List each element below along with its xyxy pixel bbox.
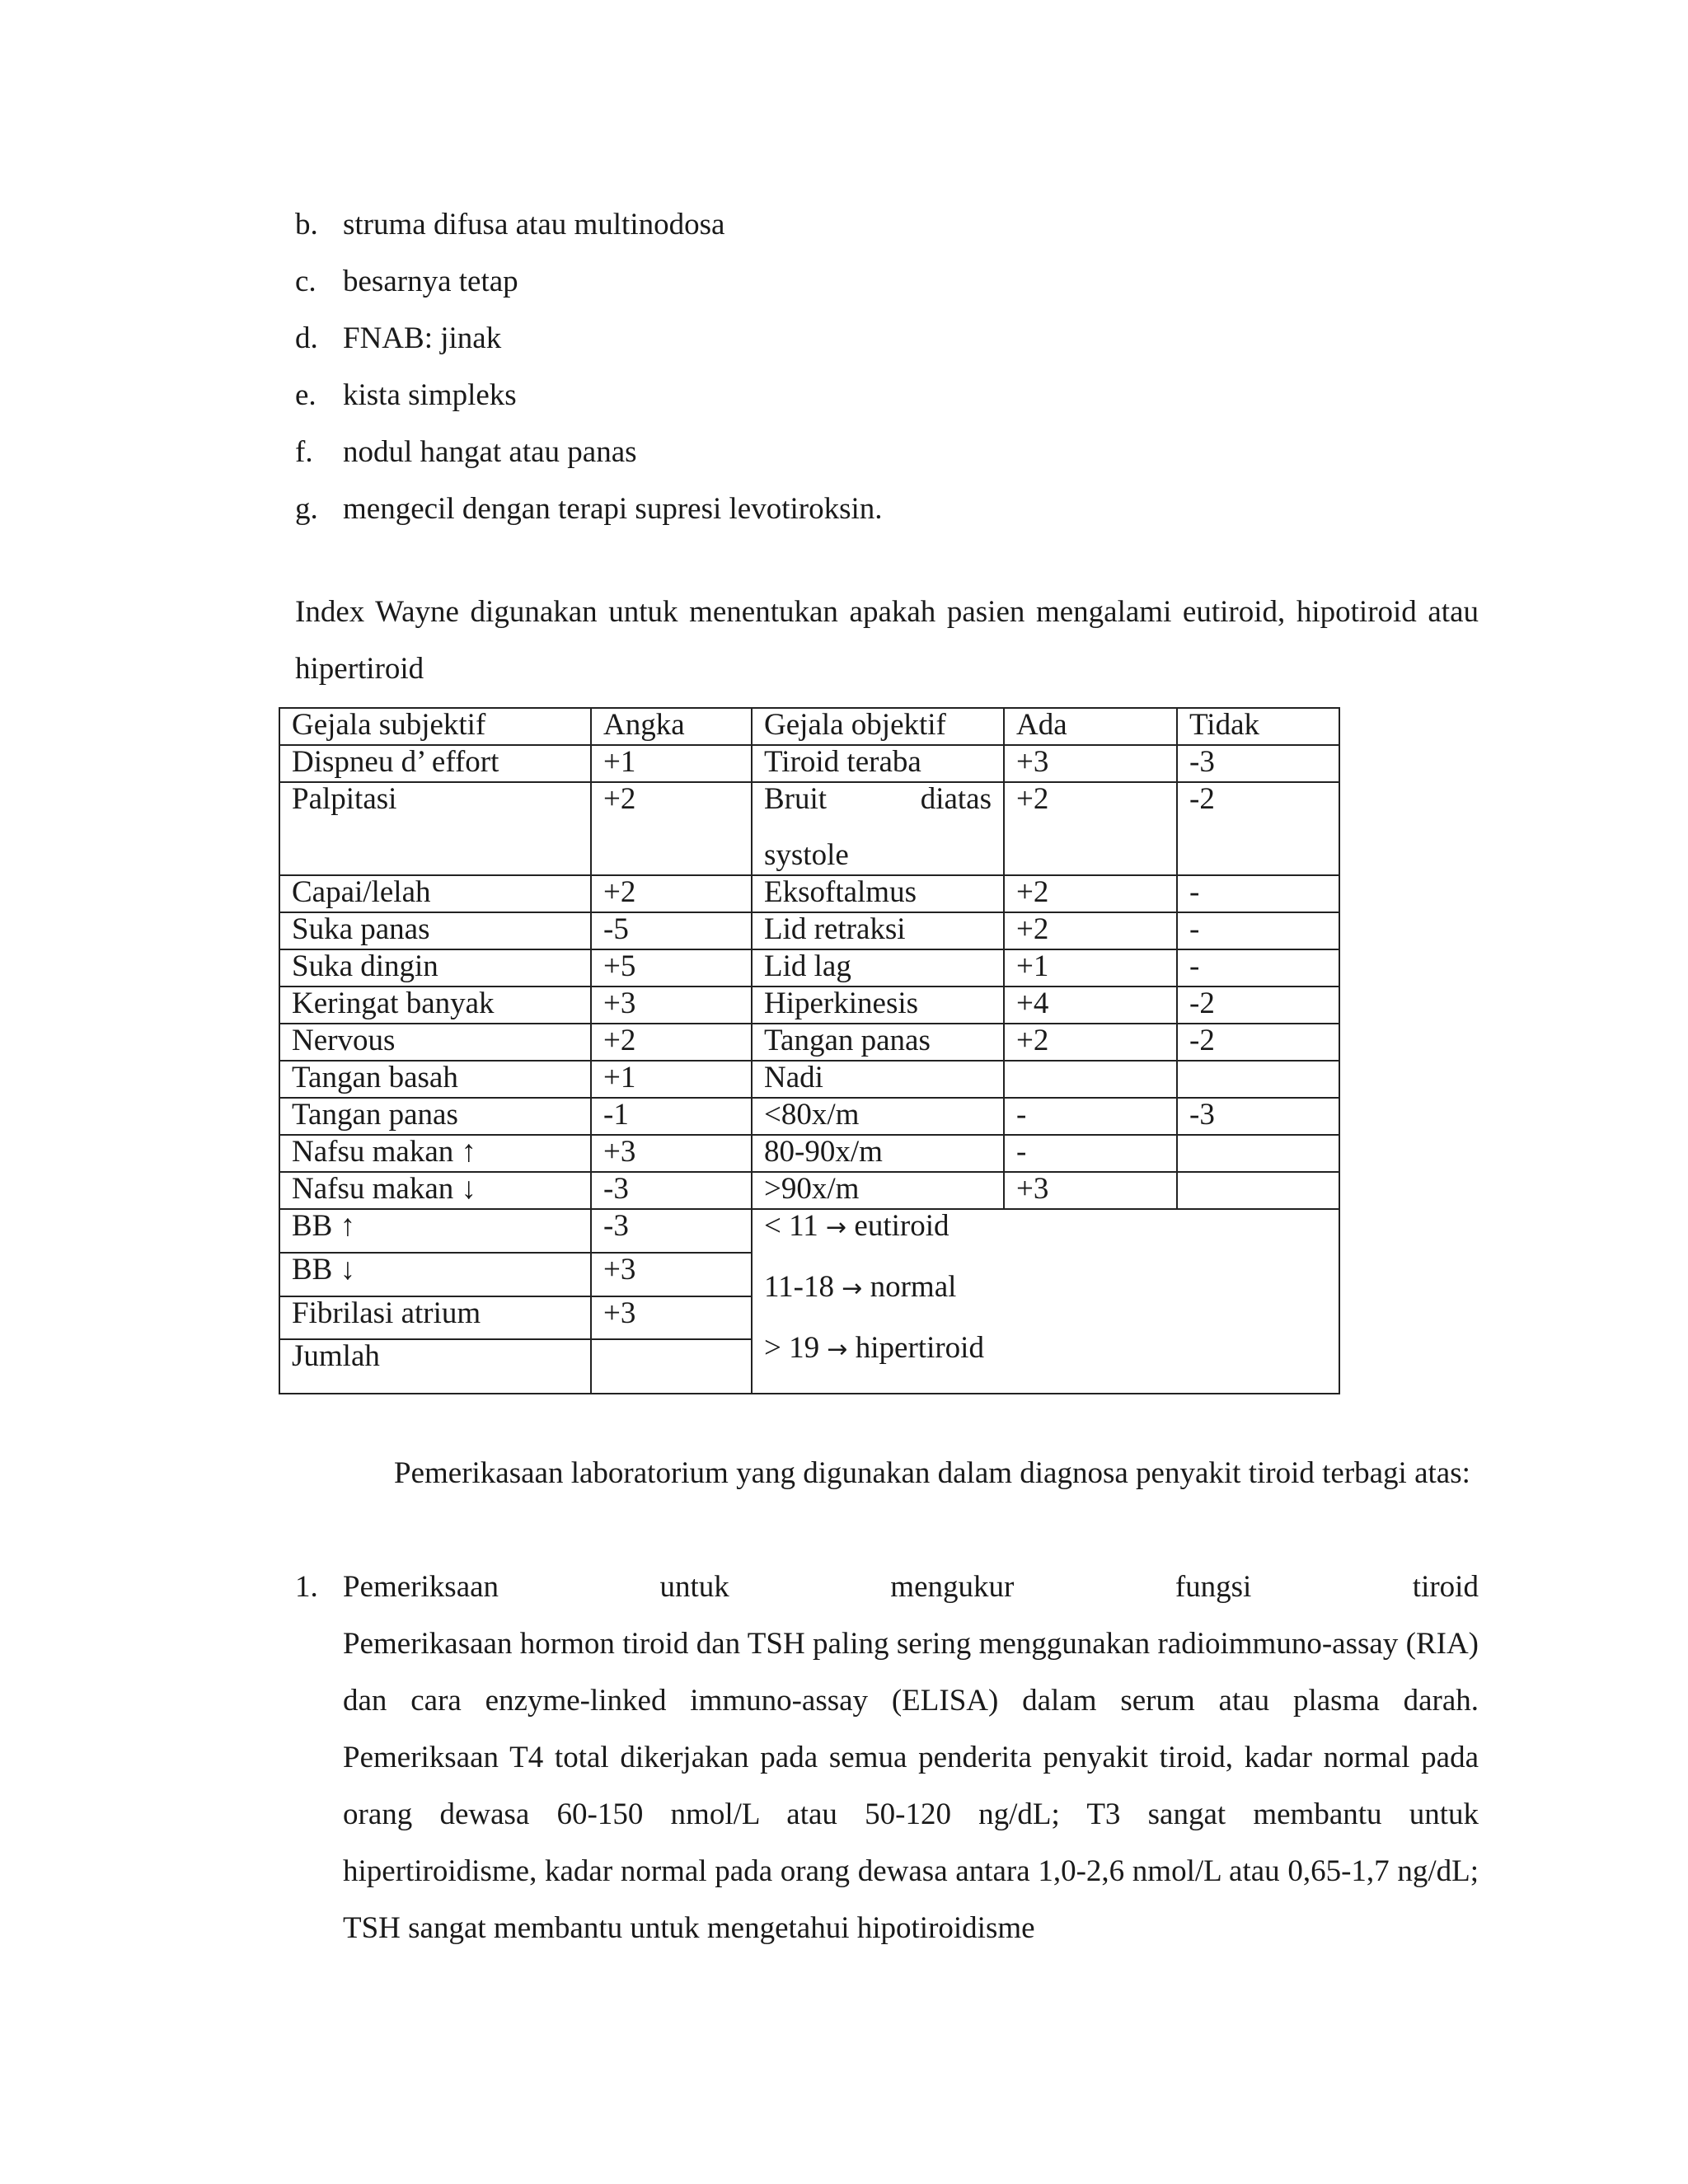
column-header: Gejala objektif bbox=[752, 708, 1004, 745]
table-cell: Dispneu d’ effort bbox=[279, 745, 591, 782]
column-header: Gejala subjektif bbox=[279, 708, 591, 745]
table-cell: - bbox=[1004, 1098, 1177, 1135]
legend-range: 11-18 bbox=[764, 1270, 834, 1304]
legend-line bbox=[764, 1210, 1327, 1271]
list-text: kista simpleks bbox=[343, 378, 517, 412]
table-cell: +2 bbox=[1004, 782, 1177, 875]
wayne-index-table bbox=[279, 707, 1340, 1394]
table-cell: +3 bbox=[591, 1253, 752, 1296]
item-heading bbox=[343, 1558, 1479, 1615]
table-cell: Eksoftalmus bbox=[752, 875, 1004, 912]
arrow-icon: → bbox=[826, 1213, 847, 1242]
legend-result: hipertiroid bbox=[855, 1331, 984, 1365]
table-row bbox=[279, 1172, 1339, 1209]
table-cell: - bbox=[1177, 875, 1339, 912]
table-cell: -2 bbox=[1177, 782, 1339, 875]
table-cell: -3 bbox=[591, 1172, 752, 1209]
intro-paragraph: Index Wayne digunakan untuk menentukan apakah pasien mengalami eutiroid, hipotiroid atau hipertiroid bbox=[295, 595, 1479, 686]
table-cell: +2 bbox=[1004, 1024, 1177, 1061]
table-cell: +3 bbox=[1004, 745, 1177, 782]
legend-result: eutiroid bbox=[854, 1209, 950, 1243]
score-legend bbox=[752, 1209, 1339, 1394]
legend-range: < 11 bbox=[764, 1209, 818, 1243]
lab-paragraph: Pemerikasaan laboratorium yang digunakan dalam diagnosa penyakit tiroid terbagi atas: bbox=[394, 1456, 1470, 1490]
table-row bbox=[279, 745, 1339, 782]
table-cell: -2 bbox=[1177, 987, 1339, 1024]
cell-word: Bruit bbox=[764, 782, 828, 816]
table-cell: -3 bbox=[1177, 745, 1339, 782]
list-item bbox=[295, 253, 883, 310]
table-cell: Keringat banyak bbox=[279, 987, 591, 1024]
table-cell: +3 bbox=[591, 987, 752, 1024]
legend-line bbox=[764, 1271, 1327, 1332]
list-marker: d. bbox=[295, 321, 318, 355]
table-cell: +1 bbox=[591, 1061, 752, 1098]
list-text: mengecil dengan terapi supresi levotiroksin. bbox=[343, 492, 883, 526]
table-cell: Capai/lelah bbox=[279, 875, 591, 912]
table-cell: -3 bbox=[1177, 1098, 1339, 1135]
table-cell: +2 bbox=[591, 782, 752, 875]
table-cell: +3 bbox=[1004, 1172, 1177, 1209]
table-cell: -5 bbox=[591, 912, 752, 949]
heading-word: untuk bbox=[659, 1570, 729, 1604]
table-header-row bbox=[279, 708, 1339, 745]
table-cell: -1 bbox=[591, 1098, 752, 1135]
heading-word: tiroid bbox=[1412, 1570, 1479, 1604]
heading-word: fungsi bbox=[1175, 1570, 1252, 1604]
table-cell: Tangan panas bbox=[279, 1098, 591, 1135]
table-row bbox=[279, 1135, 1339, 1172]
table-cell bbox=[591, 1339, 752, 1394]
table-cell: BB ↑ bbox=[279, 1209, 591, 1253]
table-cell: Palpitasi bbox=[279, 782, 591, 875]
list-marker: f. bbox=[295, 435, 313, 469]
item-body: Pemerikasaan hormon tiroid dan TSH paling sering menggunakan radioimmuno-assay (RIA) dan cara enzyme-linked immuno-assay (ELISA) dalam serum atau plasma darah. Pemeriksaan T4 total dikerjakan pada semua penderita penyakit tiroid, kadar normal pada orang dewasa 60-150 nmol/L atau 50-120 ng/dL; T3 sangat membantu untuk hipertiroidisme, kadar normal pada orang dewasa antara 1,0-2,6 nmol/L atau 0,65-1,7 ng/dL; TSH sangat membantu untuk mengetahui hipotiroidisme bbox=[343, 1627, 1479, 1945]
column-header: Tidak bbox=[1177, 708, 1339, 745]
table-cell: BB ↓ bbox=[279, 1253, 591, 1296]
numbered-list bbox=[295, 1558, 1479, 1957]
table-row bbox=[279, 1024, 1339, 1061]
table-cell bbox=[1004, 1061, 1177, 1098]
list-item bbox=[295, 367, 883, 424]
cell-word: diatas bbox=[920, 782, 992, 816]
table-row bbox=[279, 1098, 1339, 1135]
arrow-icon: → bbox=[842, 1274, 863, 1303]
table-cell: Nafsu makan ↑ bbox=[279, 1135, 591, 1172]
table-cell: -2 bbox=[1177, 1024, 1339, 1061]
list-text: FNAB: jinak bbox=[343, 321, 502, 355]
cell-word: systole bbox=[764, 838, 849, 872]
table-cell: +1 bbox=[591, 745, 752, 782]
table-cell: Lid lag bbox=[752, 949, 1004, 987]
table-cell: Tangan basah bbox=[279, 1061, 591, 1098]
table-cell: - bbox=[1177, 912, 1339, 949]
table-cell: Tangan panas bbox=[752, 1024, 1004, 1061]
heading-word: mengukur bbox=[890, 1570, 1015, 1604]
table-row bbox=[279, 987, 1339, 1024]
table-cell: <80x/m bbox=[752, 1098, 1004, 1135]
list-text: struma difusa atau multinodosa bbox=[343, 208, 725, 241]
table-cell: +5 bbox=[591, 949, 752, 987]
table-row bbox=[279, 782, 1339, 875]
list-item bbox=[295, 424, 883, 480]
list-text: besarnya tetap bbox=[343, 265, 518, 298]
table-cell: 80-90x/m bbox=[752, 1135, 1004, 1172]
legend-line bbox=[764, 1332, 1327, 1393]
list-item bbox=[295, 196, 883, 253]
table-cell: Suka panas bbox=[279, 912, 591, 949]
table-cell bbox=[1177, 1172, 1339, 1209]
table-row bbox=[279, 949, 1339, 987]
table-cell: +1 bbox=[1004, 949, 1177, 987]
table-cell: -3 bbox=[591, 1209, 752, 1253]
table-cell: +2 bbox=[1004, 912, 1177, 949]
table-cell: Hiperkinesis bbox=[752, 987, 1004, 1024]
table-cell: +2 bbox=[1004, 875, 1177, 912]
list-item bbox=[295, 480, 883, 537]
table-row bbox=[279, 875, 1339, 912]
table-row bbox=[279, 912, 1339, 949]
list-marker: c. bbox=[295, 265, 316, 298]
heading-word: Pemeriksaan bbox=[343, 1570, 499, 1604]
list-marker: b. bbox=[295, 208, 318, 241]
legend-result: normal bbox=[870, 1270, 957, 1304]
table-cell: +3 bbox=[591, 1135, 752, 1172]
list-item bbox=[295, 310, 883, 367]
column-header: Ada bbox=[1004, 708, 1177, 745]
table-cell: Nafsu makan ↓ bbox=[279, 1172, 591, 1209]
table-cell: Nadi bbox=[752, 1061, 1004, 1098]
table-cell: Lid retraksi bbox=[752, 912, 1004, 949]
table-cell: +2 bbox=[591, 1024, 752, 1061]
table-row bbox=[279, 1209, 1339, 1253]
arrow-icon: → bbox=[827, 1335, 848, 1364]
table-cell: Jumlah bbox=[279, 1339, 591, 1394]
list-text: nodul hangat atau panas bbox=[343, 435, 637, 469]
table-cell: - bbox=[1004, 1135, 1177, 1172]
list-item bbox=[295, 1558, 1479, 1957]
list-marker: g. bbox=[295, 492, 318, 526]
criteria-list bbox=[295, 196, 883, 537]
table-cell: - bbox=[1177, 949, 1339, 987]
table-cell: +4 bbox=[1004, 987, 1177, 1024]
table-cell: +2 bbox=[591, 875, 752, 912]
table-cell: Tiroid teraba bbox=[752, 745, 1004, 782]
table-cell: Nervous bbox=[279, 1024, 591, 1061]
table-cell: Fibrilasi atrium bbox=[279, 1296, 591, 1340]
legend-range: > 19 bbox=[764, 1331, 820, 1365]
table-cell: +3 bbox=[591, 1296, 752, 1340]
table-cell bbox=[1177, 1061, 1339, 1098]
table-cell: >90x/m bbox=[752, 1172, 1004, 1209]
list-marker: e. bbox=[295, 378, 316, 412]
table-cell bbox=[752, 782, 1004, 875]
table-cell bbox=[1177, 1135, 1339, 1172]
list-marker: 1. bbox=[295, 1570, 318, 1604]
column-header: Angka bbox=[591, 708, 752, 745]
table-cell: Suka dingin bbox=[279, 949, 591, 987]
table-row bbox=[279, 1061, 1339, 1098]
